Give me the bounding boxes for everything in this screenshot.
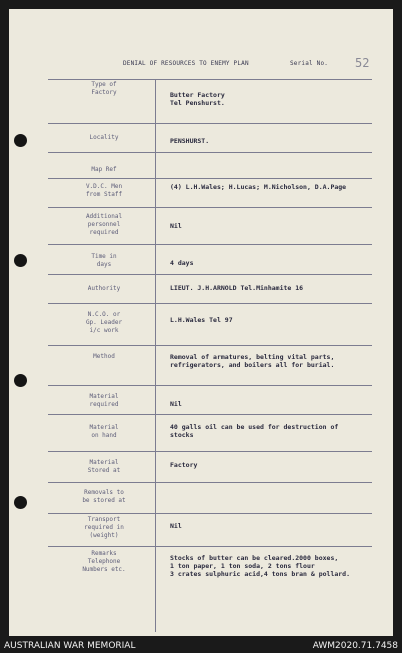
field-label-removals: Removals to be stored at	[82, 489, 126, 504]
column-divider	[155, 79, 156, 632]
field-value-additional-personnel: Nil	[170, 222, 182, 230]
field-value-authority: LIEUT. J.H.ARNOLD Tel.Minhamite 16	[170, 284, 304, 292]
footer-credit: AUSTRALIAN WAR MEMORIAL	[4, 641, 136, 651]
row-divider	[48, 451, 372, 452]
field-value-material-stored: Factory	[170, 461, 198, 469]
serial-number: 52	[355, 56, 370, 70]
row-divider	[48, 345, 372, 346]
row-divider	[48, 414, 372, 415]
field-label-additional-personnel: Additional personnel required	[85, 213, 123, 236]
punch-hole	[14, 254, 27, 267]
field-value-factory-type: Butter Factory Tel Penshurst.	[170, 91, 225, 107]
row-divider	[48, 178, 372, 179]
row-divider	[48, 513, 372, 514]
field-label-transport: Transport required in (weight)	[84, 516, 124, 539]
serial-label: Serial No.	[290, 60, 329, 67]
field-value-material-on-hand: 40 galls oil can be used for destruction of stocks	[170, 423, 339, 439]
field-value-method: Removal of armatures, belting vital parts, refrigerators, and boilers all for burial.	[170, 353, 335, 369]
field-label-material-on-hand: Material on hand	[89, 424, 119, 439]
row-divider	[48, 79, 372, 80]
field-label-nco: N.C.O. or Gp. Leader i/c work	[85, 311, 123, 334]
field-value-vdc-men: (4) L.H.Wales; H.Lucas; M.Nicholson, D.A.Page	[170, 183, 347, 191]
row-divider	[48, 244, 372, 245]
row-divider	[48, 385, 372, 386]
field-value-locality: PENSHURST.	[170, 137, 210, 145]
punch-hole	[14, 496, 27, 509]
field-value-transport: Nil	[170, 522, 182, 530]
row-divider	[48, 123, 372, 124]
field-value-time: 4 days	[170, 259, 194, 267]
punch-hole	[14, 374, 27, 387]
field-label-time: Time in days	[91, 253, 117, 268]
row-divider	[48, 303, 372, 304]
row-divider	[48, 546, 372, 547]
field-label-authority: Authority	[87, 285, 121, 292]
form-title: DENIAL OF RESOURCES TO ENEMY PLAN	[123, 60, 249, 67]
row-divider	[48, 482, 372, 483]
row-divider	[48, 152, 372, 153]
footer-accession-number: AWM2020.71.7458	[312, 641, 398, 651]
field-label-material-required: Material required	[89, 393, 119, 408]
field-value-remarks: Stocks of butter can be cleared.2000 boxes, 1 ton paper, 1 ton soda, 2 tons flour 3 crates sulphuric acid,4 tons bran & pollard.	[170, 554, 351, 578]
punch-hole	[14, 134, 27, 147]
field-label-method: Method	[93, 353, 115, 360]
field-label-remarks: Remarks Telephone Numbers etc.	[82, 550, 126, 573]
field-value-material-required: Nil	[170, 400, 182, 408]
field-label-vdc-men: V.D.C. Men from Staff	[85, 183, 123, 198]
field-label-map-ref: Map Ref	[91, 166, 117, 173]
field-label-factory-type: Type of Factory	[91, 81, 117, 96]
field-label-locality: Locality	[89, 134, 119, 141]
field-value-nco: L.H.Wales Tel 97	[170, 316, 233, 324]
row-divider	[48, 274, 372, 275]
row-divider	[48, 207, 372, 208]
field-label-material-stored: Material Stored at	[87, 459, 121, 474]
